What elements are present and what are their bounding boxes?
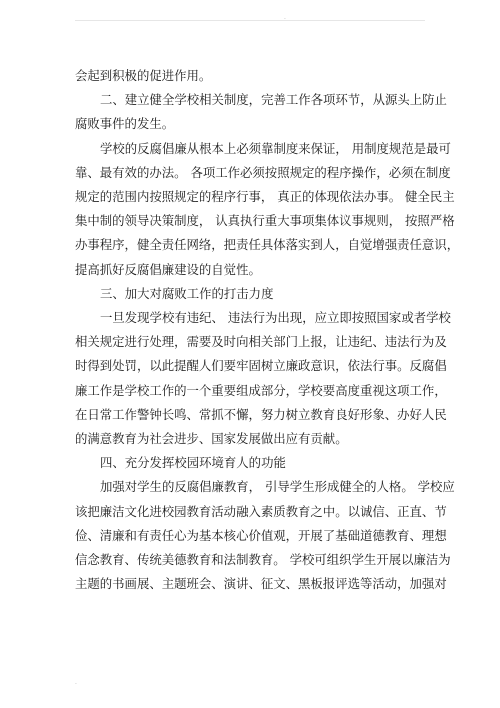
paragraph-line: 提高抓好反腐倡廉建设的自觉性。 (75, 261, 261, 277)
paragraph-line: 俭、清廉和有责任心为基本核心价值观，开展了基础道德教育、理想 (75, 527, 447, 543)
paragraph-line: 时得到处罚，以此提醒人们要牢固树立廉政意识，依法行事。反腐倡 (75, 358, 447, 374)
paragraph-line: 集中制的领导决策制度， 认真执行重大事项集体议事规则， 按照严格 (75, 213, 455, 229)
section-heading: 三、加大对腐败工作的打击力度 (100, 285, 274, 301)
paragraph-line: 相关规定进行处理，需要及时向相关部门上报，让违纪、违法行为及 (75, 334, 447, 350)
paragraph-line: 办事程序，健全责任网络，把责任具体落实到人，自觉增强责任意识， (75, 237, 460, 253)
paragraph-line: 主题的书画展、主题班会、演讲、征文、黑板报评选等活动，加强对 (75, 576, 447, 592)
paragraph-line: 靠、最有效的办法。 各项工作必须按照规定的程序操作，必须在制度 (75, 164, 451, 180)
paragraph-line: 的满意教育为社会进步、国家发展做出应有贡献。 (75, 431, 348, 447)
section-heading: 四、充分发挥校园环境育人的功能 (100, 455, 286, 471)
header-rule (75, 20, 425, 21)
paragraph-line: 加强对学生的反腐倡廉教育， 引导学生形成健全的人格。 学校应 (100, 479, 455, 495)
paragraph-line: 学校的反腐倡廉从根本上必须靠制度来保证， 用制度规范是最可 (100, 140, 451, 156)
paragraph-line: 规定的范围内按照规定的程序行事， 真正的体现依法办事。 健全民主 (75, 189, 455, 205)
footer-mark: · (75, 681, 77, 688)
body-text (75, 64, 460, 596)
paragraph-line: 信念教育、传统美德教育和法制教育。 学校可组织学生开展以廉洁为 (75, 552, 451, 568)
header-mark: · (284, 16, 286, 23)
paragraph-line: 该把廉洁文化进校园教育活动融入素质教育之中。以诚信、正直、节 (75, 503, 447, 519)
paragraph-line: 腐败事件的发生。 (75, 116, 175, 132)
section-heading: 二、建立健全学校相关制度，完善工作各项环节，从源头上防止 (100, 92, 447, 108)
paragraph-line: 会起到积极的促进作用。 (75, 68, 212, 83)
paragraph-line: 廉工作是学校工作的一个重要组成部分，学校要高度重视这项工作， (75, 382, 447, 398)
paragraph-line: 一旦发现学校有违纪、 违法行为出现，应立即按照国家或者学校 (100, 310, 451, 326)
paragraph-line: 在日常工作警钟长鸣、常抓不懈，努力树立教育良好形象、办好人民 (75, 406, 447, 422)
